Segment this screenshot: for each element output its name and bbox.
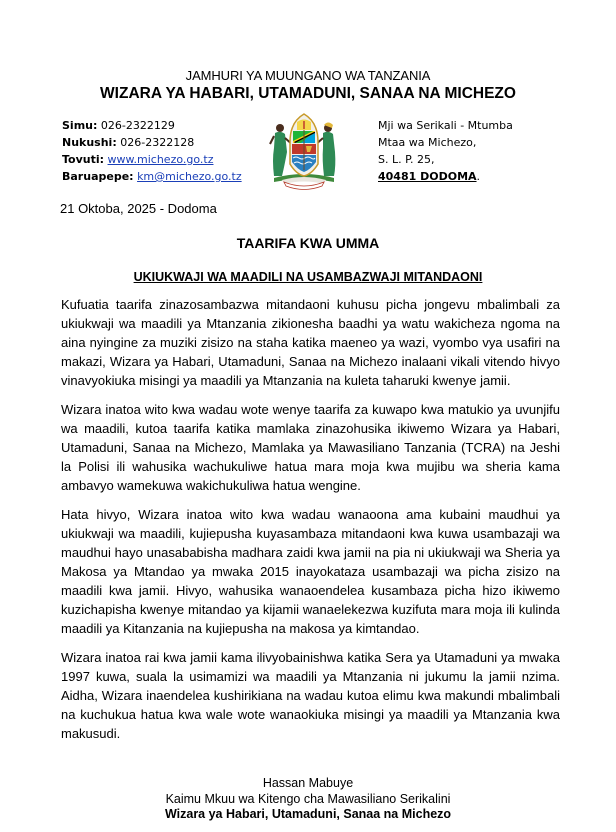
address-city-line [378, 168, 513, 185]
phone-line [62, 117, 242, 134]
email-line [62, 168, 242, 185]
signatory-name: Hassan Mabuye [262, 776, 354, 790]
address-line-1: Mji wa Serikali - Mtumba [378, 119, 513, 132]
document-title: TAARIFA KWA UMMA [236, 235, 380, 251]
tanzania-coat-of-arms-icon [260, 108, 348, 192]
address-city: 40481 DODOMA [378, 170, 477, 183]
fax-line [62, 134, 242, 151]
phone-value: 026-2322129 [100, 119, 175, 132]
address-line-3: S. L. P. 25, [378, 153, 435, 166]
ministry-heading: WIZARA YA HABARI, UTAMADUNI, SANAA NA MICHEZO [100, 85, 516, 102]
paragraph: Wizara inatoa rai kwa jamii kama ilivyobainishwa katika Sera ya Utamaduni ya mwaka 1997 kuwa, suala la usimamizi wa maadili ya Mtanzania ni jukumu la jamii nzima. Aidha, Wizara inaendelea kushirikiana na wadau kutoa elimu kwa makundi mbalimbali na kuchukua hatua kwa wale wote wanaokiuka misingi ya maadili ya Mtanzania kwa makusudi. [61, 650, 560, 741]
body-text [61, 295, 560, 753]
paragraph: Hata hivyo, Wizara inatoa wito kwa wadau wanaoona ama kubaini maudhui ya ukiukwaji wa maadili, kujiepusha kuyasambaza mitandaoni kwa kuwa usambazaji wa maudhui hayo unasababisha madhara zaidi kwa jamii na pia ni ukiukwaji wa Sheria ya Makosa ya Mtandao ya mwaka 2015 inayokataza usambazaji wa picha zisizo na maadili kwa jamii. Hivyo, wahusika wanaoendelea kusambaza picha hizo ikiwemo kuzichapisha kwenye mitandao ya kijamii wanaelekezwa kuzifuta mara moja ili kulinda maadili ya Kitanzania na kujiepusha na makosa ya kimtandao. [61, 507, 560, 636]
address-line-2: Mtaa wa Michezo, [378, 136, 477, 149]
subject-heading [0, 270, 616, 284]
website-line [62, 151, 242, 168]
email-link[interactable]: km@michezo.go.tz [137, 170, 242, 183]
signature-block [0, 776, 616, 823]
fax-value: 026-2322128 [120, 136, 195, 149]
fax-label: Nukushi: [62, 136, 117, 149]
paragraph: Kufuatia taarifa zinazosambazwa mitandaoni kuhusu picha jongevu mbalimbali za ukiukwaji wa maadili ya Mtanzania zikionesha baadhi ya watu wakicheza ngoma na aina nyingine za muziki zisizo na staha katika maeneo ya wazi, vyombo vya usafiri na makazi, Wizara ya Habari, Utamaduni, Sanaa na Michezo inalaani vikali vitendo hivyo vinavyokiuka misingi ya maadili ya Mtanzania na kuleta taharuki kwenye jamii. [61, 297, 560, 388]
address-city-suffix: . [476, 170, 481, 183]
website-link[interactable]: www.michezo.go.tz [107, 153, 214, 166]
paragraph: Wizara inatoa wito kwa wadau wote wenye taarifa za kuwapo kwa matukio ya uvunjifu wa maadili, kutoa taarifa katika mamlaka zinazohusika ikiwemo Wizara ya Habari, Utamaduni, Sanaa na Michezo, Mamlaka ya Mawasiliano Tanzania (TCRA) na Jeshi la Polisi ili wahusika wachukuliwe hatua mara moja kwa mujibu wa sheria kama ambavyo wamekuwa wakichukuliwa hatua wengine. [61, 402, 560, 493]
address-block [378, 117, 513, 185]
dateline: 21 Oktoba, 2025 - Dodoma [60, 201, 217, 216]
website-label: Tovuti: [62, 153, 105, 166]
signatory-organization: Wizara ya Habari, Utamaduni, Sanaa na Michezo [164, 807, 452, 821]
signatory-position: Kaimu Mkuu wa Kitengo cha Mawasiliano Serikalini [165, 791, 451, 806]
phone-label: Simu: [62, 119, 98, 132]
republic-heading: JAMHURI YA MUUNGANO WA TANZANIA [185, 68, 431, 83]
email-label: Baruapepe: [62, 170, 134, 183]
contact-block [62, 117, 242, 185]
subject-text: UKIUKWAJI WA MAADILI NA USAMBAZWAJI MITANDAONI [133, 270, 483, 284]
